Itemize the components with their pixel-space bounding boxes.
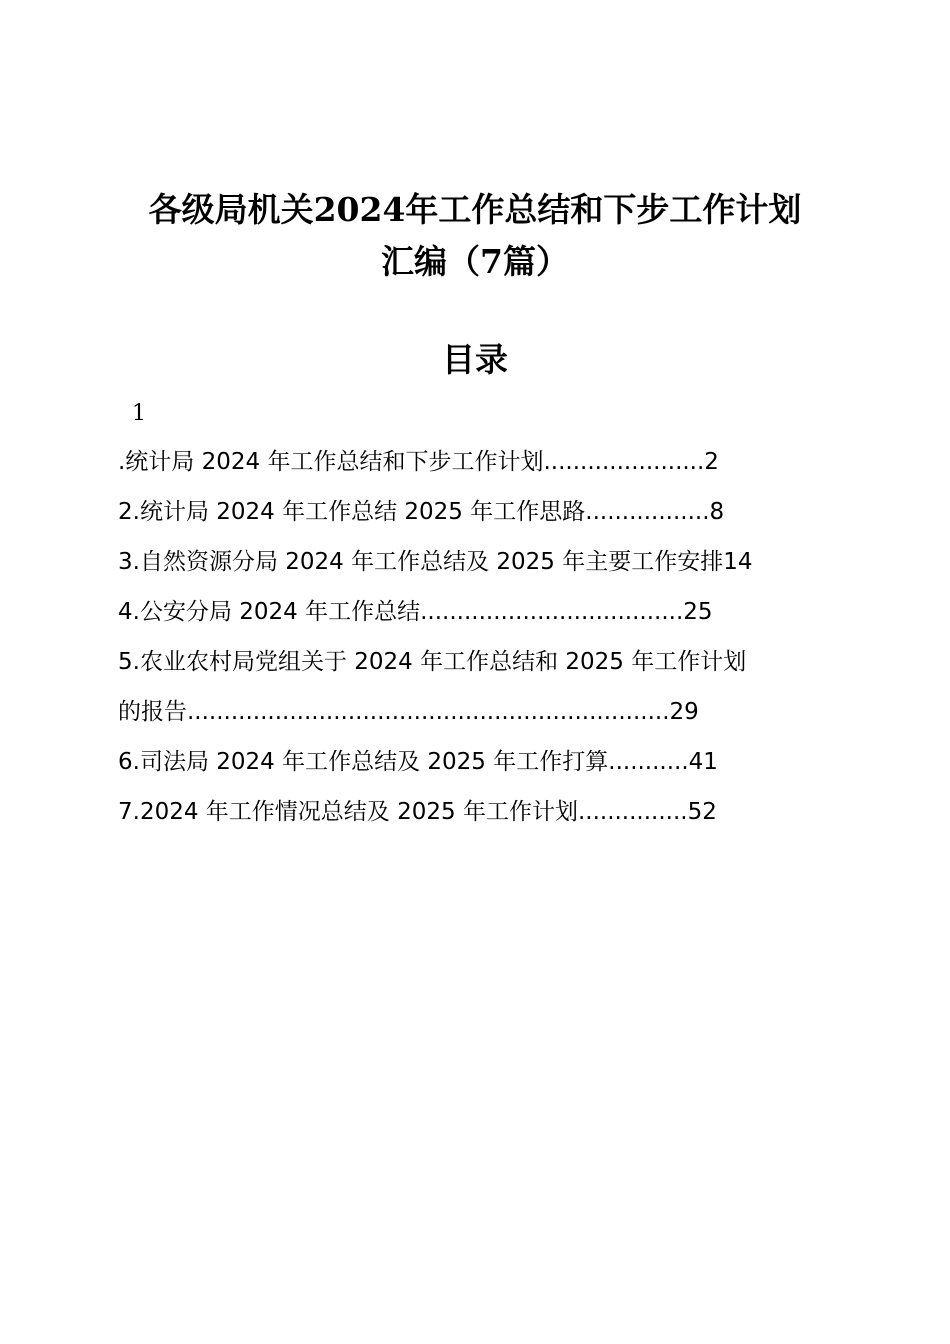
toc-entry-5-line-2[interactable]: 的报告..................................................................29 (118, 699, 699, 725)
toc-entry-3[interactable]: 3.自然资源分局 2024 年工作总结及 2025 年主要工作安排14 (118, 549, 753, 575)
toc-entry-7[interactable]: 7.2024 年工作情况总结及 2025 年工作计划...............52 (118, 799, 717, 825)
toc-entry-6[interactable]: 6.司法局 2024 年工作总结及 2025 年工作打算...........41 (118, 749, 718, 775)
toc-entry-5-line-1[interactable]: 5.农业农村局党组关于 2024 年工作总结和 2025 年工作计划 (118, 649, 747, 675)
toc-entry-2[interactable]: 2.统计局 2024 年工作总结 2025 年工作思路.................8 (118, 499, 725, 525)
toc-entry-4[interactable]: 4.公安分局 2024 年工作总结....................................25 (118, 599, 713, 625)
toc-entry-1[interactable]: .统计局 2024 年工作总结和下步工作计划......................2 (118, 449, 719, 475)
toc-heading: 目录 (442, 340, 508, 379)
document-title-line-2: 汇编（7篇） (381, 242, 569, 281)
toc-list (118, 444, 830, 844)
document-title-line-1: 各级局机关2024年工作总结和下步工作计划 (148, 190, 802, 229)
toc-stray-number: 1 (132, 401, 146, 426)
